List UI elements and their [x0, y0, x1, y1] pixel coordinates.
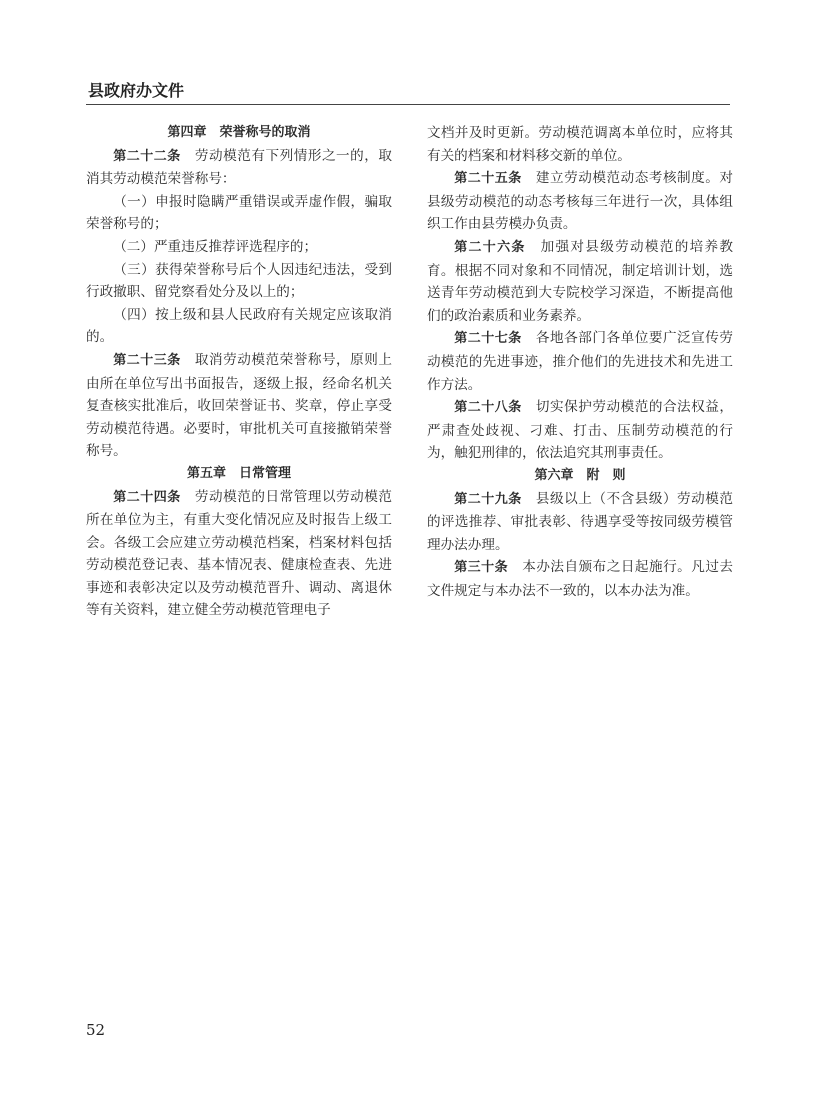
article-22-label: 第二十二条	[113, 148, 181, 164]
article-24-continued: 文档并及时更新。劳动模范调离本单位时，应将其有关的档案和材料移交新的单位。	[427, 125, 733, 164]
article-22-text: 劳动模范有下列情形之一的，取消其劳动模范荣誉称号：	[86, 147, 392, 188]
article-25-text: 建立劳动模范动态考核制度。对县级劳动模范的动态考核每三年进行一次，具体组织工作由县劳模办负责。	[427, 170, 733, 233]
article-28-label: 第二十八条	[454, 400, 522, 416]
article-27-text: 各地各部门各单位要广泛宣传劳动模范的先进事迹，推介他们的先进技术和先进工作方法。	[427, 330, 733, 393]
article-22-item-1: （一）申报时隐瞒严重错误或弄虚作假，骗取荣誉称号的；	[86, 193, 392, 233]
article-24-text: 劳动模范的日常管理以劳动模范所在单位为主，有重大变化情况应及时报告上级工会。各级工会应建立劳动模范档案，档案材料包括劳动模范登记表、基本情况表、健康检查表、先进事迹和表彰决定以及劳动模范晋升、调动、离退休等有关资料，建立健全劳动模范管理电子	[86, 488, 392, 619]
header-title: 县政府办文件	[88, 81, 185, 100]
left-column	[86, 122, 392, 622]
article-29-label: 第二十九条	[454, 491, 522, 507]
article-29-text: 县级以上（不含县级）劳动模范的评选推荐、审批表彰、待遇享受等按同级劳模管理办法办理。	[427, 490, 733, 553]
article-28-text: 切实保护劳动模范的合法权益，严肃查处歧视、刁难、打击、压制劳动模范的行为，触犯刑律的，依法追究其刑事责任。	[427, 399, 733, 462]
right-column	[427, 122, 733, 602]
article-26-text: 加强对县级劳动模范的培养教育。根据不同对象和不同情况，制定培训计划，选送青年劳动模范到大专院校学习深造，不断提高他们的政治素质和业务素养。	[427, 238, 733, 324]
article-23	[86, 349, 392, 463]
article-26-label: 第二十六条	[454, 239, 526, 255]
article-22-item-3: （三）获得荣誉称号后个人因违纪违法，受到行政撤职、留党察看处分及以上的；	[86, 261, 392, 301]
page-header	[86, 76, 730, 105]
article-30-text: 本办法自颁布之日起施行。凡过去文件规定与本办法不一致的，以本办法为准。	[427, 559, 733, 599]
chapter-5-heading: 第五章 日常管理	[186, 465, 291, 481]
article-29	[427, 488, 733, 557]
article-27-label: 第二十七条	[454, 331, 522, 347]
article-24-label: 第二十四条	[113, 489, 181, 505]
article-30-label: 第三十条	[454, 560, 509, 576]
article-23-text: 取消劳动模范荣誉称号，原则上由所在单位写出书面报告，逐级上报，经命名机关复查核实批准后，收回荣誉证书、奖章，停止享受劳动模范待遇。必要时，审批机关可直接撤销荣誉称号。	[86, 351, 392, 460]
article-28	[427, 396, 733, 465]
article-22-item-4: （四）按上级和县人民政府有关规定应该取消的。	[86, 306, 392, 346]
chapter-6-heading: 第六章 附 则	[534, 467, 626, 483]
article-22-item-2: （二）严重违反推荐评选程序的；	[113, 238, 318, 255]
article-26	[427, 236, 733, 327]
page-number: 52	[86, 1021, 106, 1039]
chapter-4-heading: 第四章 荣誉称号的取消	[167, 125, 311, 140]
article-30	[427, 556, 733, 602]
article-23-label: 第二十三条	[113, 352, 181, 368]
article-25-label: 第二十五条	[454, 171, 522, 187]
article-27	[427, 327, 733, 396]
article-22	[86, 145, 392, 191]
article-25	[427, 167, 733, 236]
article-24	[86, 486, 392, 623]
